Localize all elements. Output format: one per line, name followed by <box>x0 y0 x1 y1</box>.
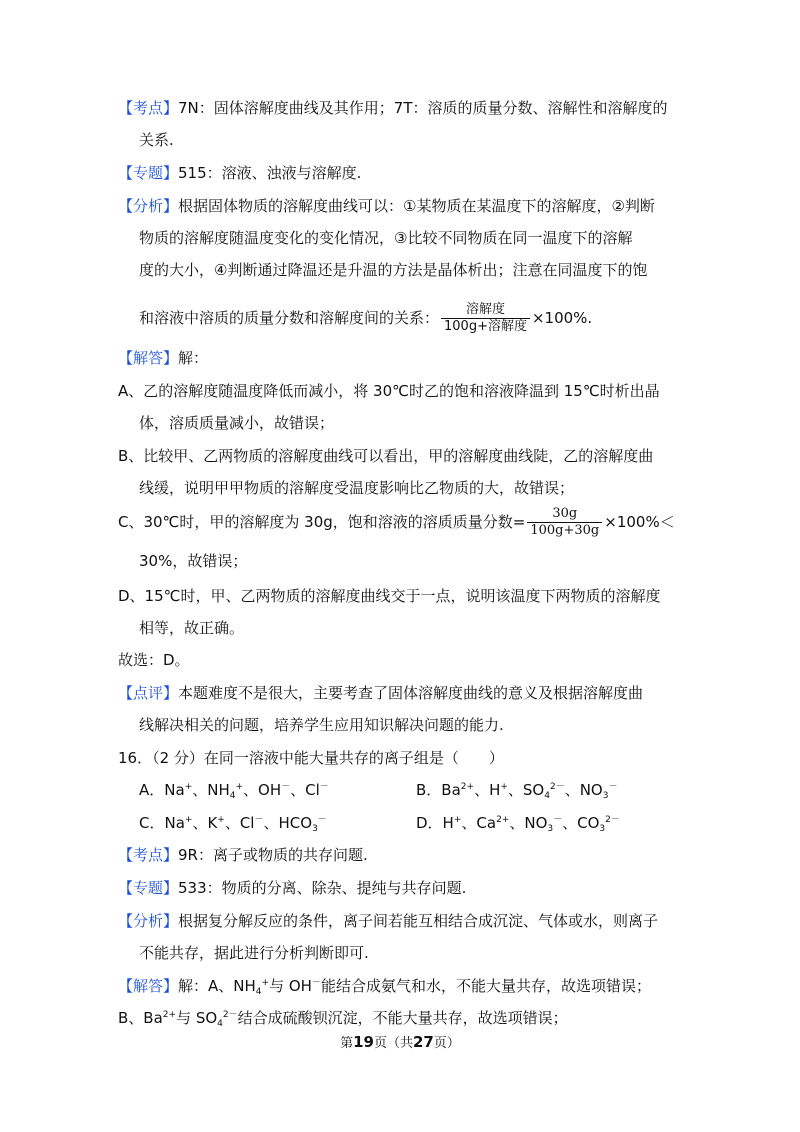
fenxi-text-1: 根据固体物质的溶解度曲线可以：①某物质在某温度下的溶解度，②判断 <box>178 197 655 215</box>
option-c-line-2: 30%，故错误； <box>139 552 248 570</box>
q16-option-c: C．Na+、K+、Cl－、$HCO_3^-$ <box>139 814 327 834</box>
q16-fenxi-tag: 【分析】 <box>118 912 179 930</box>
kaodian-tag: 【考点】 <box>118 99 179 117</box>
q16-kaodian-line <box>118 844 368 866</box>
dianping-line-1 <box>118 682 643 704</box>
fraction-numerator: 溶解度 <box>441 302 530 319</box>
q16-fenxi-text-1: 根据复分解反应的条件，离子间若能互相结合成沉淀、气体或水，则离子 <box>178 912 659 930</box>
mass-fraction-denominator: 100g+30g <box>530 523 600 538</box>
option-c-line-1 <box>118 504 675 540</box>
solubility-fraction <box>441 302 530 335</box>
fenxi-line-4 <box>139 300 592 336</box>
zhuanti-line <box>118 162 361 184</box>
dianping-line-2: 线解决相关的问题，培养学生应用知识解决问题的能力. <box>139 716 504 734</box>
jieda-line <box>118 347 208 369</box>
kaodian-line-2: 关系. <box>139 131 174 149</box>
q16-jieda-line-1: 【解答】解：A、$NH_4^+$与 OH－能结合成氨气和水，不能大量共存，故选项错误； <box>118 977 651 997</box>
zhuanti-text: 515：溶液、浊液与溶解度. <box>178 164 362 182</box>
answer-line: 故选：D。 <box>118 651 190 669</box>
option-a-line-2: 体，溶质质量减小，故错误； <box>139 414 335 432</box>
fenxi-line-1 <box>118 195 655 217</box>
fraction-denominator: 100g+溶解度 <box>444 319 527 334</box>
fenxi-line-2: 物质的溶解度随温度变化的变化情况，③比较不同物质在同一温度下的溶解 <box>139 229 633 247</box>
kaodian-line <box>118 97 668 119</box>
q16-jieda-line-2: B、$Ba^{2+}$与 $SO_4^{2-}$结合成硫酸钡沉淀，不能大量共存，故选项错误； <box>118 1009 568 1029</box>
q16-kaodian-text: 9R：离子或物质的共存问题. <box>178 846 368 864</box>
q16-option-d: D．H+、$Ca^{2+}$、$NO_3^-$、$CO_3^{2-}$ <box>416 814 620 834</box>
option-a-line-1: A、乙的溶解度随温度降低而减小，将 30℃时乙的饱和溶液降温到 15℃时析出晶 <box>118 382 660 400</box>
fenxi-text-4: 和溶液中溶质的质量分数和溶解度间的关系： <box>139 309 440 327</box>
kaodian-text: 7N：固体溶解度曲线及其作用；7T：溶质的质量分数、溶解性和溶解度的 <box>178 99 668 117</box>
q16-zhuanti-text: 533：物质的分离、除杂、提纯与共存问题. <box>178 879 467 897</box>
question-16-stem: 16．（2 分）在同一溶液中能大量共存的离子组是（ ） <box>118 749 504 767</box>
zhuanti-tag: 【专题】 <box>118 164 179 182</box>
total-page-number: 27 <box>413 1033 434 1051</box>
mass-fraction <box>527 506 602 539</box>
jieda-tag: 【解答】 <box>118 349 179 367</box>
page-footer: 第19页（共27页） <box>340 1033 460 1051</box>
option-d-line-1: D、15℃时，甲、乙两物质的溶解度曲线交于一点，说明该温度下两物质的溶解度 <box>118 587 661 605</box>
q16-option-a: A．Na+、$NH_4^+$、OH－、Cl－ <box>139 781 329 801</box>
option-b-line-2: 线缓，说明甲甲物质的溶解度受温度影响比乙物质的大，故错误； <box>139 479 575 497</box>
q16-jieda-tag: 【解答】 <box>118 977 179 995</box>
q16-kaodian-tag: 【考点】 <box>118 846 179 864</box>
q16-zhuanti-tag: 【专题】 <box>118 879 179 897</box>
jieda-text: 解： <box>178 349 209 367</box>
option-b-line-1: B、比较甲、乙两物质的溶解度曲线可以看出，甲的溶解度曲线陡，乙的溶解度曲 <box>118 447 654 465</box>
dianping-text-1: 本题难度不是很大，主要考查了固体溶解度曲线的意义及根据溶解度曲 <box>178 684 644 702</box>
option-d-line-2: 相等，故正确。 <box>139 619 245 637</box>
fenxi-line-3: 度的大小，④判断通过降温还是升温的方法是晶体析出；注意在同温度下的饱 <box>139 261 648 279</box>
mass-fraction-suffix: ×100%＜ <box>604 513 675 531</box>
current-page-number: 19 <box>353 1033 374 1051</box>
fraction-suffix: ×100%. <box>531 309 593 327</box>
dianping-tag: 【点评】 <box>118 684 179 702</box>
fenxi-tag: 【分析】 <box>118 197 179 215</box>
q16-zhuanti-line <box>118 877 466 899</box>
q16-fenxi-line-2: 不能共存，据此进行分析判断即可. <box>139 944 369 962</box>
q16-option-b: B．$Ba^{2+}$、H+、$SO_4^{2-}$、$NO_3^-$ <box>416 781 618 801</box>
q16-fenxi-line-1 <box>118 910 658 932</box>
mass-fraction-numerator: 30g <box>527 506 602 523</box>
option-c-text: C、30℃时，甲的溶解度为 30g，饱和溶液的溶质质量分数= <box>118 513 526 531</box>
